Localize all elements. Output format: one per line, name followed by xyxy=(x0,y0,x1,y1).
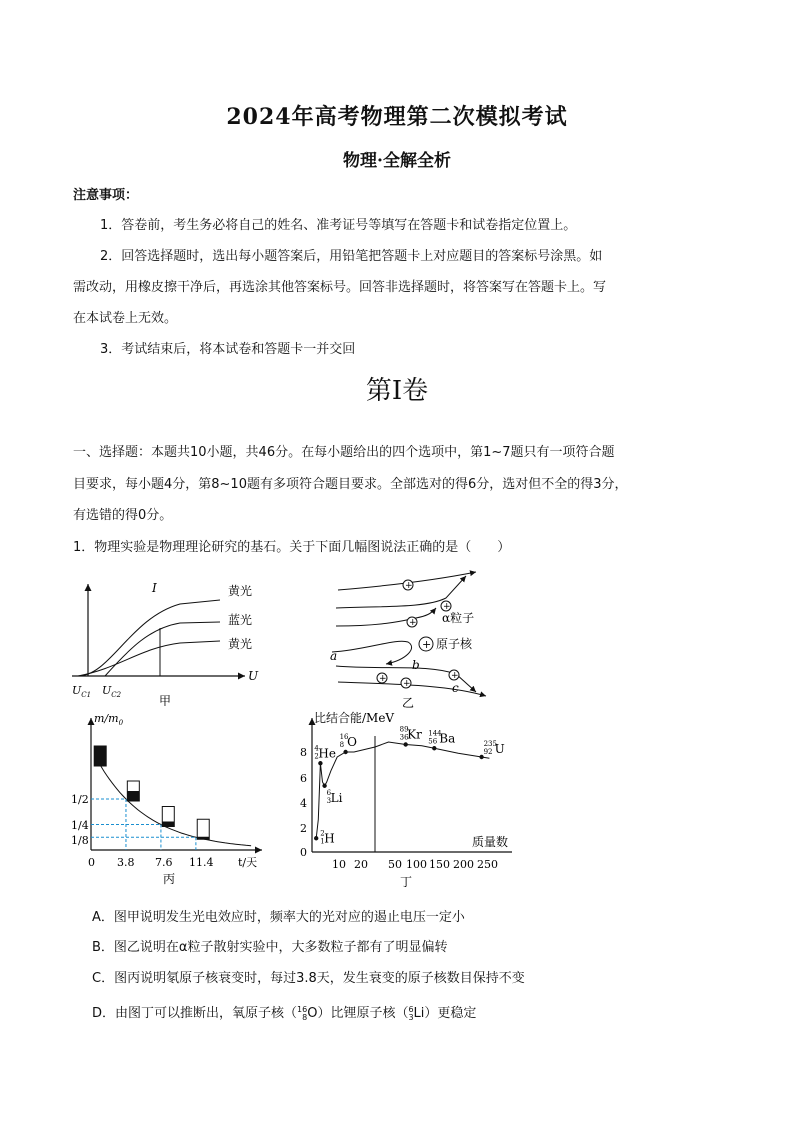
ding-label-u-mass: 235 xyxy=(483,740,497,748)
bing-y-tick-1-2: 1/2 xyxy=(71,793,89,806)
notice-heading: 注意事项： xyxy=(73,188,139,203)
figure-bing xyxy=(70,708,270,888)
ding-caption: 丁 xyxy=(400,875,413,888)
bing-y-tick-1-4: 1/4 xyxy=(71,819,89,832)
lithium-nuclide-indices: 6 3 xyxy=(408,1004,414,1022)
question1-stem: 1．物理实验是物理理论研究的基石。关于下面几幅图说法正确的是（ ） xyxy=(73,540,511,555)
section-title: 第Ⅰ卷 xyxy=(365,376,429,406)
ding-label-he-mass: 4 xyxy=(314,744,319,753)
ding-y-tick-6: 6 xyxy=(300,772,307,785)
jia-uc1: $U_{C1}$ xyxy=(72,684,92,699)
yi-point-a: a xyxy=(330,649,338,663)
oxygen-nuclide-indices: 16 8 xyxy=(297,1004,308,1022)
ding-plot-area xyxy=(314,726,505,846)
jia-curve-yellow-strong xyxy=(78,600,220,676)
yi-track-6 xyxy=(338,682,486,696)
ding-x-tick-50: 50 xyxy=(388,858,402,871)
yi-track-4 xyxy=(332,641,412,664)
yi-point-b: b xyxy=(412,658,420,672)
bing-y-label: $m/m_0$ xyxy=(94,712,124,727)
ding-point-li xyxy=(322,784,326,788)
svg-text:+: + xyxy=(422,638,432,651)
bing-x-tick-3: 11.4 xyxy=(189,856,214,869)
ding-point-kr xyxy=(403,742,407,746)
jia-curve-yellow-weak xyxy=(78,641,220,676)
ding-label-li: Li xyxy=(330,790,343,805)
svg-text:+: + xyxy=(403,679,411,689)
part1-line1: 一、选择题：本题共10小题，共46分。在每小题给出的四个选项中，第1~7题只有一项符合题 xyxy=(73,445,615,460)
jia-caption: 甲 xyxy=(159,694,172,706)
bing-x-tick-2: 7.6 xyxy=(155,856,173,869)
ding-label-ba-charge: 56 xyxy=(428,737,438,746)
bing-caption: 丙 xyxy=(163,872,176,886)
ding-label-h-charge: 1 xyxy=(320,837,325,846)
page-title: 2024年高考物理第二次模拟考试 xyxy=(226,104,568,130)
ding-label-u-charge: 92 xyxy=(483,748,493,756)
notice-item-3: 3．考试结束后，将本试卷和答题卡一并交回 xyxy=(100,342,356,357)
option-d-lithium: Li xyxy=(413,1006,425,1021)
ding-label-li-mass: 6 xyxy=(326,788,332,797)
yi-alpha-label: α粒子 xyxy=(442,611,475,625)
ding-label-o-mass: 16 xyxy=(339,733,349,741)
jia-label-yellow-1: 黄光 xyxy=(228,584,253,598)
ding-label-h: H xyxy=(324,831,335,846)
option-a: A．图甲说明发生光电效应时，频率大的光对应的遏止电压一定小 xyxy=(92,910,465,925)
ding-y-tick-4: 4 xyxy=(300,797,307,810)
ding-label-he: He xyxy=(318,746,336,761)
ding-x-tick-100: 100 xyxy=(406,858,427,871)
bing-x-tick-1: 3.8 xyxy=(117,856,135,869)
ding-label-li-charge: 3 xyxy=(326,796,332,805)
svg-text:+: + xyxy=(405,581,413,591)
ding-x-tick-200: 200 xyxy=(453,858,474,871)
ding-label-he-charge: 2 xyxy=(314,752,319,761)
bing-x-label: t/天 xyxy=(238,856,258,869)
jia-label-blue: 蓝光 xyxy=(228,613,253,627)
ding-label-kr-charge: 36 xyxy=(399,733,409,742)
bing-sample-fill-2 xyxy=(162,822,174,827)
bing-decay-curve xyxy=(97,759,252,846)
bing-plot-area xyxy=(91,746,251,850)
bing-sample-fill-3 xyxy=(197,837,209,840)
ding-label-kr-mass: 89 xyxy=(399,725,409,734)
svg-text:+: + xyxy=(379,674,387,684)
ding-point-o xyxy=(343,750,347,754)
figure-yi xyxy=(326,568,496,708)
option-b: B．图乙说明在α粒子散射实验中，大多数粒子都有了明显偏转 xyxy=(92,940,448,955)
yi-point-c: c xyxy=(452,681,459,695)
ding-x-tick-10: 10 xyxy=(332,858,346,871)
ding-point-ba xyxy=(432,746,436,750)
yi-nucleus-label: 原子核 xyxy=(436,637,473,651)
ding-label-kr: Kr xyxy=(407,727,422,742)
ding-label-ba: Ba xyxy=(439,731,456,746)
ding-y-tick-0: 0 xyxy=(300,846,307,859)
page-subtitle: 物理·全解全析 xyxy=(343,151,451,171)
svg-text:+: + xyxy=(443,602,451,612)
ding-label-o: O xyxy=(347,735,357,749)
jia-x-label: U xyxy=(248,669,259,683)
ding-x-label: 质量数 xyxy=(472,835,509,849)
yi-track-3 xyxy=(336,608,436,626)
jia-label-yellow-2: 黄光 xyxy=(228,637,253,651)
notice-item-2-line2: 需改动，用橡皮擦干净后，再选涂其他答案标号。回答非选择题时，将答案写在答题卡上。写 xyxy=(73,280,607,295)
option-d-oxygen: O xyxy=(307,1006,318,1021)
bing-sample-fill-1 xyxy=(127,791,139,801)
yi-caption: 乙 xyxy=(402,696,415,708)
svg-text:+: + xyxy=(451,671,459,681)
option-c: C．图丙说明氡原子核衰变时，每过3.8天，发生衰变的原子核数目保持不变 xyxy=(92,971,525,986)
part1-line2: 目要求，每小题4分，第8~10题有多项符合题目要求。全部选对的得6分，选对但不全的得3分， xyxy=(73,477,628,492)
bing-x-tick-0: 0 xyxy=(88,856,95,869)
jia-y-label: I xyxy=(152,581,157,595)
option-d xyxy=(92,1002,476,1022)
ding-y-tick-2: 2 xyxy=(300,822,307,835)
ding-y-label: 比结合能/MeV xyxy=(314,711,395,725)
notice-item-1: 1．答卷前，考生务必将自己的姓名、准考证号等填写在答题卡和试卷指定位置上。 xyxy=(100,218,577,233)
option-d-post: ）更稳定 xyxy=(424,1006,477,1021)
ding-label-h-mass: 2 xyxy=(320,829,325,838)
ding-point-h xyxy=(314,836,318,840)
jia-curve-blue xyxy=(105,622,220,676)
bing-sample-fill-0 xyxy=(94,746,106,766)
ding-label-u: U xyxy=(494,742,505,756)
bing-y-tick-1-8: 1/8 xyxy=(71,834,89,847)
ding-x-tick-20: 20 xyxy=(354,858,368,871)
ding-x-tick-250: 250 xyxy=(477,858,498,871)
bing-sample-container-3 xyxy=(197,819,209,839)
figure-jia xyxy=(70,578,270,706)
ding-x-tick-150: 150 xyxy=(429,858,450,871)
part1-line3: 有选错的得0分。 xyxy=(73,508,173,523)
option-d-mid: ）比锂原子核（ xyxy=(317,1006,409,1021)
figure-ding xyxy=(294,706,524,888)
ding-y-tick-8: 8 xyxy=(300,746,307,759)
svg-text:+: + xyxy=(409,618,417,628)
jia-uc2: $U_{C2}$ xyxy=(102,684,122,699)
notice-item-2-line3: 在本试卷上无效。 xyxy=(73,311,178,326)
ding-point-he xyxy=(318,761,322,765)
notice-item-2-line1: 2．回答选择题时，选出每小题答案后，用铅笔把答题卡上对应题目的答案标号涂黑。如 xyxy=(100,249,603,264)
ding-label-ba-mass: 144 xyxy=(428,729,442,738)
option-d-pre: D．由图丁可以推断出，氧原子核（ xyxy=(92,1006,298,1021)
ding-label-o-charge: 8 xyxy=(339,741,345,749)
